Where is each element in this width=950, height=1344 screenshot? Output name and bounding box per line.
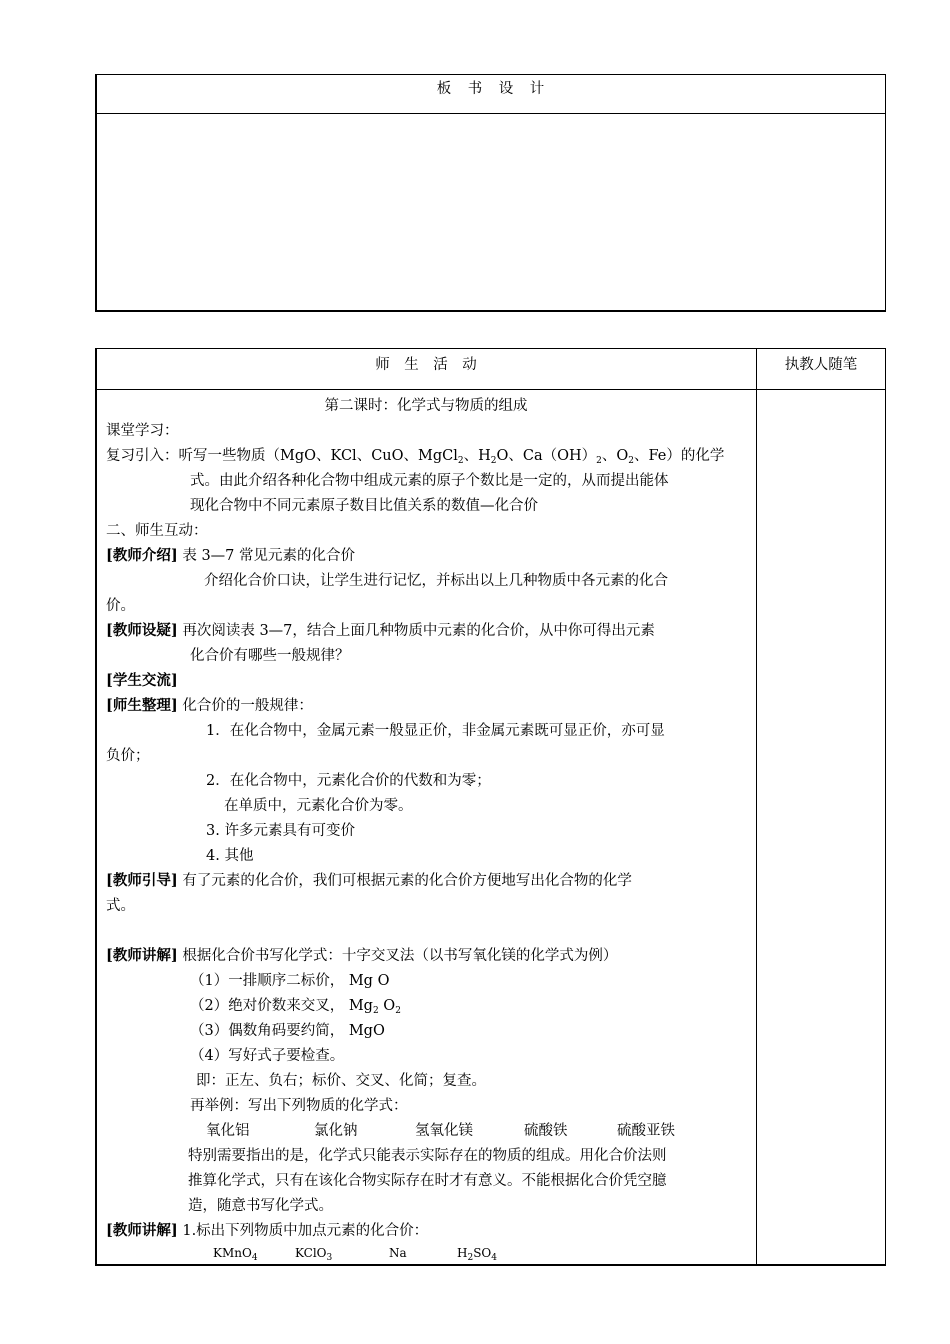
example-prompt: 再举例：写出下列物质的化学式： (190, 1098, 408, 1114)
formula-kmno4: KMnO$_4$ (213, 1246, 258, 1263)
teacher-question: [教师设疑] 再次阅读表 3—7，结合上面几种物质中元素的化合价，从中你可得出元素 (106, 622, 655, 639)
rule-4: 4. 其他 (206, 848, 254, 864)
formula-kclo3: KClO$_3$ (295, 1246, 333, 1263)
formula-na: Na (389, 1246, 407, 1260)
intro-text-end: 价。 (106, 598, 135, 614)
example-1: 氧化铝 (206, 1123, 250, 1139)
teacher-explain-2: [教师讲解] 1.标出下列物质中加点元素的化合价： (106, 1222, 429, 1239)
note-line-2: 推算化学式，只有在该化合物实际存在时才有意义。不能根据化合价凭空臆 (188, 1173, 667, 1189)
rule-2: 2．在化合物中，元素化合价的代数和为零； (206, 773, 491, 789)
note-line-1: 特别需要指出的是，化学式只能表示实际存在的物质的组成。用化合价法则 (188, 1148, 667, 1164)
summary: [师生整理] 化合价的一般规律： (106, 697, 313, 714)
board-design-title: 板 书 设 计 (436, 81, 546, 97)
formula-h2so4: $H_2SO_4$ (457, 1246, 497, 1263)
note-line-3: 造，随意书写化学式。 (188, 1198, 333, 1214)
lesson-title: 第二课时：化学式与物质的组成 (324, 398, 528, 414)
teacher-explain-1: [教师讲解] 根据化合价书写化学式：十字交叉法（以书写氧化镁的化学式为例） (106, 947, 618, 964)
review-intro-line3: 现化合物中不同元素原子数目比值关系的数值—化合价 (190, 498, 538, 514)
rule-3: 3. 许多元素具有可变价 (206, 823, 355, 839)
cross-method-step-3: （3）偶数角码要约简， MgO (190, 1023, 385, 1039)
cross-method-summary: 即：正左、负右；标价、交叉、化简；复查。 (196, 1073, 486, 1089)
teacher-intro: [教师介绍] 表 3—7 常见元素的化合价 (106, 547, 356, 564)
student-exchange: [学生交流] (106, 672, 178, 689)
example-5: 硫酸亚铁 (617, 1123, 675, 1139)
review-intro: 复习引入：听写一些物质（MgO、KCl、CuO、MgCl$_2$、$H_2O$、$Ca(OH)_2$、$O_2$、Fe）的化学 (106, 448, 725, 466)
notes-header: 执教人随笔 (784, 357, 858, 373)
intro-text: 介绍化合价口诀，让学生进行记忆，并标出以上几种物质中各元素的化合 (204, 573, 668, 589)
cross-method-step-2: （2）绝对价数来交叉， $Mg_2$ $O_2$ (190, 998, 401, 1016)
guide-end: 式。 (106, 898, 135, 914)
example-4: 硫酸铁 (524, 1123, 568, 1139)
rule-2b: 在单质中，元素化合价为零。 (224, 798, 413, 814)
cross-method-step-4: （4）写好式子要检查。 (190, 1048, 345, 1064)
teacher-guide: [教师引导] 有了元素的化合价，我们可根据元素的化合价方便地写出化合物的化学 (106, 872, 632, 889)
rule-1: 1．在化合物中，金属元素一般显正价，非金属元素既可显正价，亦可显 (206, 723, 665, 739)
cross-method-step-1: （1）一排顺序二标价， Mg O (190, 973, 390, 989)
review-intro-line2: 式。由此介绍各种化合物中组成元素的原子个数比是一定的，从而提出能体 (190, 473, 669, 489)
rule-1-end: 负价； (106, 748, 150, 764)
classroom-learning: 课堂学习： (106, 423, 179, 439)
question-text-line2: 化合价有哪些一般规律？ (190, 648, 350, 664)
activity-header: 师 生 活 动 (375, 357, 477, 373)
example-2: 氯化钠 (314, 1123, 358, 1139)
example-3: 氢氧化镁 (415, 1123, 473, 1139)
board-design-content (100, 118, 880, 306)
section-interaction: 二、师生互动： (106, 523, 208, 539)
